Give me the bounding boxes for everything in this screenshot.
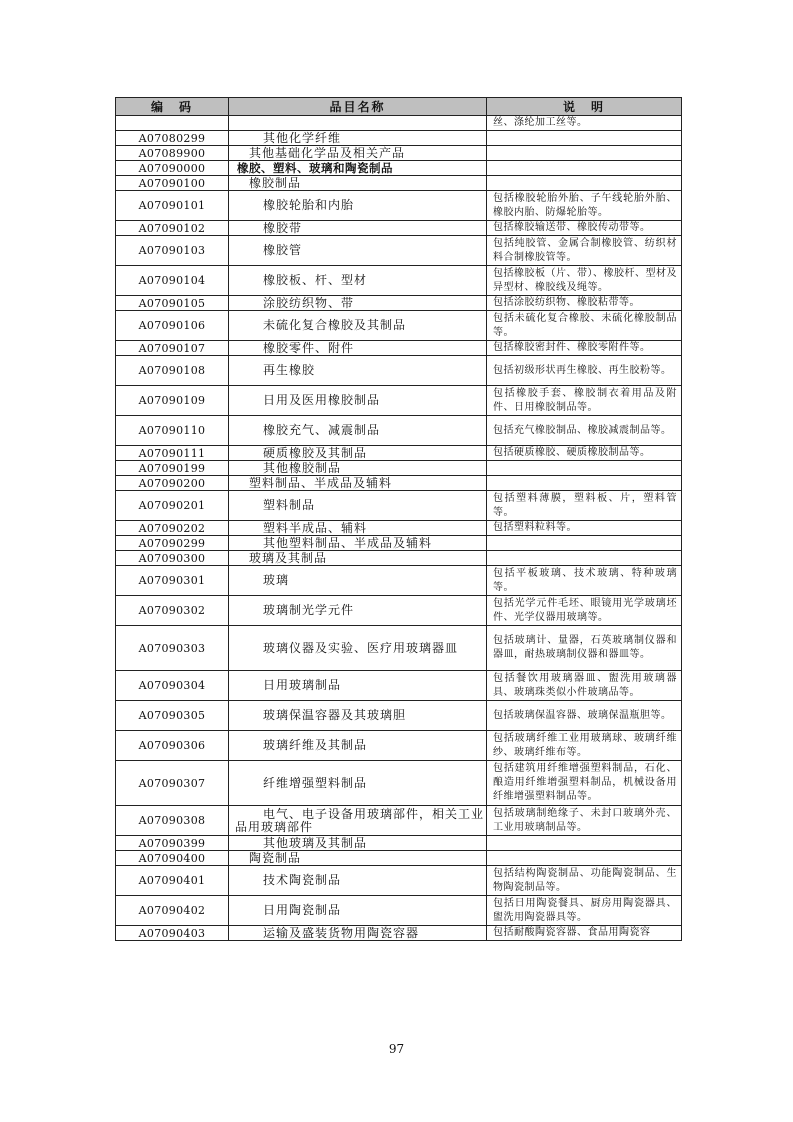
- table-row: [116, 116, 682, 131]
- row-code: A07090103: [116, 236, 229, 266]
- row-code: A07090401: [116, 866, 229, 896]
- table-row: [116, 146, 682, 161]
- row-name: 运输及盛装货物用陶瓷容器: [229, 926, 487, 941]
- row-name: 再生橡胶: [229, 356, 487, 386]
- row-code: A07090000: [116, 161, 229, 176]
- table-row: [116, 461, 682, 476]
- row-name: 橡胶、塑料、玻璃和陶瓷制品: [229, 161, 487, 176]
- row-name: 电气、电子设备用玻璃部件，相关工业品用玻璃部件: [229, 806, 487, 836]
- row-desc: 包括餐饮用玻璃器皿、盥洗用玻璃器具、玻璃珠类似小件玻璃品等。: [487, 671, 682, 701]
- row-code: A07090201: [116, 491, 229, 521]
- row-desc: 包括建筑用纤维增强塑料制品，石化、酿造用纤维增强塑料制品，机械设备用纤维增强塑料制品等。: [487, 761, 682, 806]
- table-row: [116, 596, 682, 626]
- row-name: 其他化学纤维: [229, 131, 487, 146]
- row-code: A07090403: [116, 926, 229, 941]
- row-code: A07089900: [116, 146, 229, 161]
- row-desc: [487, 551, 682, 566]
- row-desc: 包括橡胶板（片、带）、橡胶杆、型材及异型材、橡胶线及绳等。: [487, 266, 682, 296]
- row-code: A07090102: [116, 221, 229, 236]
- row-name: 橡胶带: [229, 221, 487, 236]
- table-row: [116, 896, 682, 926]
- header-name: 品目名称: [229, 98, 487, 116]
- row-desc: 包括玻璃保温容器、玻璃保温瓶胆等。: [487, 701, 682, 731]
- row-desc: [487, 851, 682, 866]
- row-desc: 包括玻璃制绝缘子、未封口玻璃外壳、工业用玻璃制品等。: [487, 806, 682, 836]
- table-row: [116, 296, 682, 311]
- table-row: [116, 311, 682, 341]
- row-code: A07090107: [116, 341, 229, 356]
- row-desc: 包括平板玻璃、技术玻璃、特种玻璃等。: [487, 566, 682, 596]
- table-row: [116, 221, 682, 236]
- row-code: A07090199: [116, 461, 229, 476]
- row-code: A07080299: [116, 131, 229, 146]
- row-name: 塑料制品、半成品及辅料: [229, 476, 487, 491]
- row-name: [229, 116, 487, 131]
- row-desc: 包括初级形状再生橡胶、再生胶粉等。: [487, 356, 682, 386]
- row-desc: 包括纯胶管、金属合制橡胶管、纺织材料合制橡胶管等。: [487, 236, 682, 266]
- row-name: 橡胶制品: [229, 176, 487, 191]
- row-name: 玻璃: [229, 566, 487, 596]
- header-desc: 说 明: [487, 98, 682, 116]
- row-desc: 包括塑料薄膜，塑料板、片，塑料管等。: [487, 491, 682, 521]
- row-code: A07090110: [116, 416, 229, 446]
- row-name: 硬质橡胶及其制品: [229, 446, 487, 461]
- row-code: A07090306: [116, 731, 229, 761]
- row-name: 技术陶瓷制品: [229, 866, 487, 896]
- row-code: A07090101: [116, 191, 229, 221]
- row-desc: 包括光学元件毛坯、眼镜用光学玻璃坯件、光学仪器用玻璃等。: [487, 596, 682, 626]
- table-row: [116, 386, 682, 416]
- row-desc: 包括涂胶纺织物、橡胶粘带等。: [487, 296, 682, 311]
- row-code: A07090108: [116, 356, 229, 386]
- table-row: [116, 491, 682, 521]
- row-name: 玻璃保温容器及其玻璃胆: [229, 701, 487, 731]
- row-name: 橡胶板、杆、型材: [229, 266, 487, 296]
- row-name: 日用陶瓷制品: [229, 896, 487, 926]
- row-code: A07090302: [116, 596, 229, 626]
- table-row: [116, 176, 682, 191]
- row-desc: [487, 146, 682, 161]
- table-header-row: [116, 98, 682, 116]
- table-row: [116, 266, 682, 296]
- row-desc: 包括耐酸陶瓷容器、食品用陶瓷容: [487, 926, 682, 941]
- table-row: [116, 866, 682, 896]
- row-code: [116, 116, 229, 131]
- row-code: A07090308: [116, 806, 229, 836]
- row-name: 日用及医用橡胶制品: [229, 386, 487, 416]
- catalog-table-container: [115, 97, 681, 941]
- row-name: 玻璃仪器及实验、医疗用玻璃器皿: [229, 626, 487, 671]
- row-code: A07090202: [116, 521, 229, 536]
- table-row: [116, 236, 682, 266]
- row-desc: [487, 536, 682, 551]
- row-name: 其他橡胶制品: [229, 461, 487, 476]
- row-code: A07090109: [116, 386, 229, 416]
- row-code: A07090402: [116, 896, 229, 926]
- table-row: [116, 191, 682, 221]
- row-code: A07090105: [116, 296, 229, 311]
- row-desc: 包括充气橡胶制品、橡胶减震制品等。: [487, 416, 682, 446]
- table-row: [116, 161, 682, 176]
- table-row: [116, 926, 682, 941]
- row-desc: 包括玻璃纤维工业用玻璃球、玻璃纤维纱、玻璃纤维布等。: [487, 731, 682, 761]
- table-row: [116, 761, 682, 806]
- table-row: [116, 131, 682, 146]
- row-code: A07090111: [116, 446, 229, 461]
- row-code: A07090104: [116, 266, 229, 296]
- row-code: A07090300: [116, 551, 229, 566]
- row-code: A07090304: [116, 671, 229, 701]
- table-row: [116, 551, 682, 566]
- row-desc: 包括玻璃计、量器，石英玻璃制仪器和器皿，耐热玻璃制仪器和器皿等。: [487, 626, 682, 671]
- row-desc: [487, 161, 682, 176]
- row-name: 未硫化复合橡胶及其制品: [229, 311, 487, 341]
- table-row: [116, 536, 682, 551]
- table-row: [116, 356, 682, 386]
- header-code: 编 码: [116, 98, 229, 116]
- row-name: 橡胶充气、减震制品: [229, 416, 487, 446]
- page-number: 97: [388, 1042, 405, 1056]
- row-name: 陶瓷制品: [229, 851, 487, 866]
- table-row: [116, 701, 682, 731]
- row-code: A07090200: [116, 476, 229, 491]
- row-desc: 包括硬质橡胶、硬质橡胶制品等。: [487, 446, 682, 461]
- catalog-table: [115, 97, 682, 941]
- table-row: [116, 671, 682, 701]
- row-desc: 包括橡胶输送带、橡胶传动带等。: [487, 221, 682, 236]
- row-name: 日用玻璃制品: [229, 671, 487, 701]
- row-code: A07090106: [116, 311, 229, 341]
- row-name: 其他基础化学品及相关产品: [229, 146, 487, 161]
- row-name: 其他玻璃及其制品: [229, 836, 487, 851]
- row-code: A07090303: [116, 626, 229, 671]
- table-row: [116, 851, 682, 866]
- row-code: A07090399: [116, 836, 229, 851]
- row-name: 玻璃纤维及其制品: [229, 731, 487, 761]
- row-name: 玻璃及其制品: [229, 551, 487, 566]
- row-desc: 包括橡胶密封件、橡胶零附件等。: [487, 341, 682, 356]
- row-desc: 丝、涤纶加工丝等。: [487, 116, 682, 131]
- row-code: A07090301: [116, 566, 229, 596]
- row-name: 橡胶轮胎和内胎: [229, 191, 487, 221]
- row-code: A07090307: [116, 761, 229, 806]
- table-row: [116, 446, 682, 461]
- row-name: 塑料制品: [229, 491, 487, 521]
- table-row: [116, 476, 682, 491]
- row-desc: [487, 131, 682, 146]
- table-row: [116, 806, 682, 836]
- table-row: [116, 341, 682, 356]
- table-row: [116, 521, 682, 536]
- row-desc: 包括塑料粒料等。: [487, 521, 682, 536]
- row-desc: 包括日用陶瓷餐具、厨房用陶瓷器具、盥洗用陶瓷器具等。: [487, 896, 682, 926]
- row-code: A07090400: [116, 851, 229, 866]
- row-name: 纤维增强塑料制品: [229, 761, 487, 806]
- table-row: [116, 836, 682, 851]
- row-desc: 包括橡胶手套、橡胶制衣着用品及附件、日用橡胶制品等。: [487, 386, 682, 416]
- table-row: [116, 626, 682, 671]
- row-desc: 包括橡胶轮胎外胎、子午线轮胎外胎、橡胶内胎、防爆轮胎等。: [487, 191, 682, 221]
- row-desc: [487, 836, 682, 851]
- row-name: 橡胶零件、附件: [229, 341, 487, 356]
- row-name: 塑料半成品、辅料: [229, 521, 487, 536]
- row-code: A07090305: [116, 701, 229, 731]
- row-code: A07090100: [116, 176, 229, 191]
- row-desc: [487, 461, 682, 476]
- row-name: 其他塑料制品、半成品及辅料: [229, 536, 487, 551]
- table-row: [116, 416, 682, 446]
- row-desc: [487, 476, 682, 491]
- row-desc: 包括结构陶瓷制品、功能陶瓷制品、生物陶瓷制品等。: [487, 866, 682, 896]
- row-code: A07090299: [116, 536, 229, 551]
- row-name: 涂胶纺织物、带: [229, 296, 487, 311]
- row-desc: 包括未硫化复合橡胶、未硫化橡胶制品等。: [487, 311, 682, 341]
- table-row: [116, 566, 682, 596]
- row-name: 橡胶管: [229, 236, 487, 266]
- row-name: 玻璃制光学元件: [229, 596, 487, 626]
- table-row: [116, 731, 682, 761]
- row-desc: [487, 176, 682, 191]
